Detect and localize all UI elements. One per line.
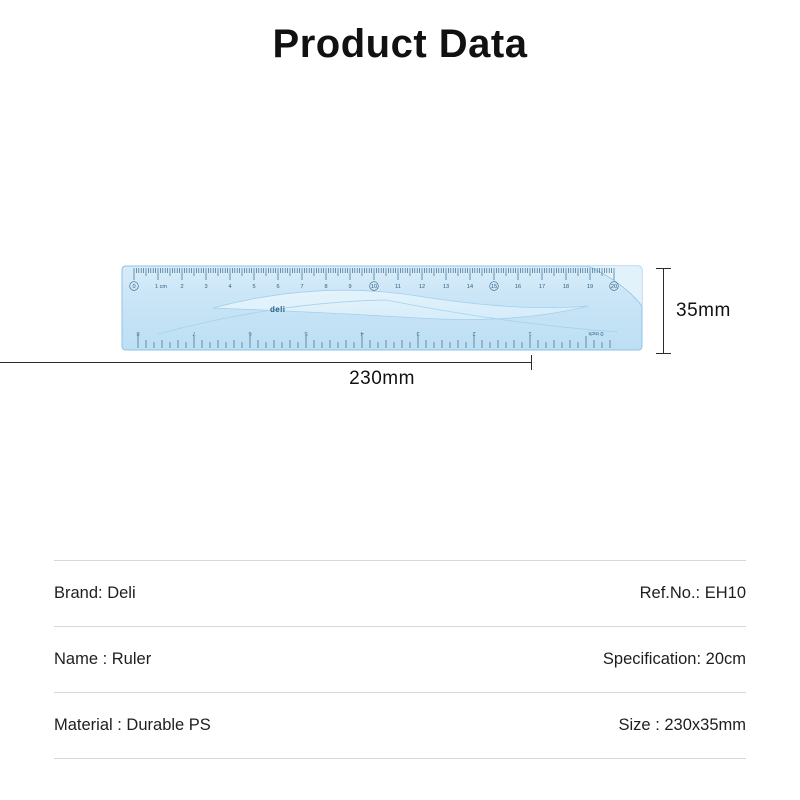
- svg-text:7: 7: [192, 330, 196, 336]
- table-row: [54, 626, 746, 692]
- height-dimension-line: [663, 268, 664, 354]
- svg-text:19: 19: [586, 284, 594, 290]
- svg-text:1: 1: [528, 330, 532, 336]
- svg-text:deli: deli: [270, 305, 286, 314]
- height-dimension-label: 35mm: [676, 300, 731, 321]
- product-image-area: [0, 240, 800, 400]
- svg-text:8: 8: [324, 284, 328, 290]
- table-row: [54, 560, 746, 626]
- svg-text:4: 4: [228, 284, 232, 290]
- svg-text:7: 7: [300, 284, 304, 290]
- svg-text:20: 20: [610, 284, 618, 290]
- ruler-illustration: [118, 262, 646, 354]
- width-dimension-label: 230mm: [349, 368, 415, 389]
- spec-size: Size : 230x35mm: [618, 716, 746, 734]
- width-dimension-line: [0, 362, 532, 363]
- svg-text:11: 11: [395, 284, 401, 290]
- svg-text:3: 3: [416, 330, 420, 336]
- svg-text:9: 9: [348, 284, 352, 290]
- svg-text:10: 10: [370, 284, 378, 290]
- svg-text:12: 12: [418, 284, 426, 290]
- svg-text:1 cm: 1 cm: [154, 284, 168, 290]
- spec-material: Material : Durable PS: [54, 716, 211, 734]
- svg-text:3: 3: [204, 284, 208, 290]
- svg-text:14: 14: [466, 284, 474, 290]
- svg-text:2: 2: [180, 284, 184, 290]
- svg-text:2: 2: [472, 330, 476, 336]
- spec-specification: Specification: 20cm: [602, 650, 746, 668]
- svg-text:6: 6: [248, 330, 252, 336]
- spec-brand: Brand: Deli: [54, 584, 136, 602]
- svg-text:18: 18: [562, 284, 570, 290]
- svg-text:16: 16: [514, 284, 522, 290]
- svg-text:4: 4: [360, 330, 364, 336]
- table-row: [54, 692, 746, 759]
- spec-table: [54, 560, 746, 759]
- svg-text:0 inch: 0 inch: [588, 330, 604, 336]
- ruler-svg: [118, 262, 646, 354]
- svg-text:5: 5: [252, 284, 256, 290]
- svg-text:13: 13: [442, 284, 450, 290]
- spec-name: Name : Ruler: [54, 650, 152, 668]
- svg-text:5: 5: [304, 330, 308, 336]
- svg-text:8: 8: [136, 330, 140, 336]
- svg-text:15: 15: [490, 284, 498, 290]
- svg-text:0: 0: [132, 284, 136, 290]
- spec-ref-no: Ref.No.: EH10: [639, 584, 746, 602]
- svg-text:17: 17: [538, 284, 546, 290]
- page-title: Product Data: [272, 22, 528, 66]
- svg-text:6: 6: [276, 284, 280, 290]
